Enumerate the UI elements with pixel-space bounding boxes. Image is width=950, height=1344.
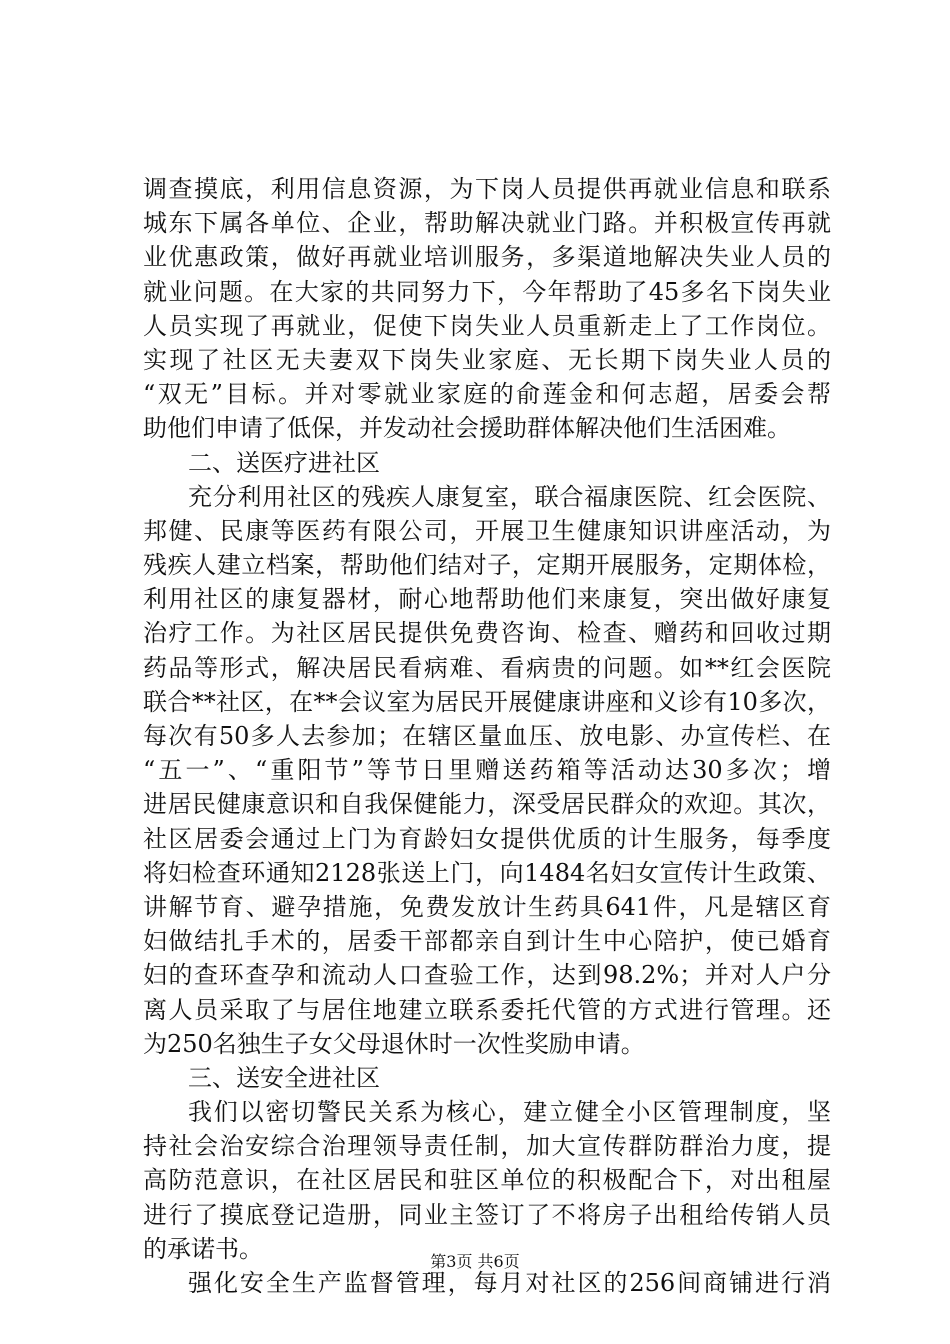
text-line: 城东下属各单位、企业，帮助解决就业门路。并积极宣传再就 [143,209,831,238]
text-line: 邦健、民康等医药有限公司，开展卫生健康知识讲座活动，为 [143,516,831,545]
text-line: 联合**社区，在**会议室为居民开展健康讲座和义诊有10多次， [143,687,831,716]
text-line: 进居民健康意识和自我保健能力，深受居民群众的欢迎。其次， [143,790,831,819]
text-line: 为250名独生子女父母退休时一次性奖励申请。 [143,1029,645,1058]
text-line: 业优惠政策，做好再就业培训服务，多渠道地解决失业人员的 [143,243,831,272]
text-line: 高防范意识，在社区居民和驻区单位的积极配合下，对出租屋 [143,1166,831,1195]
text-line: 就业问题。在大家的共同努力下，今年帮助了45多名下岗失业 [143,277,831,306]
text-line: 将妇检查环通知2128张送上门，向1484名妇女宣传计生政策、 [143,858,831,887]
text-line: “五一”、“重阳节”等节日里赠送药箱等活动达30多次；增 [143,756,831,785]
text-line: 离人员采取了与居住地建立联系委托代管的方式进行管理。还 [143,995,831,1024]
text-line: “双无”目标。并对零就业家庭的俞莲金和何志超，居委会帮 [143,380,831,409]
text-line: 充分利用社区的残疾人康复室，联合福康医院、红会医院、 [188,482,831,511]
text-line: 助他们申请了低保，并发动社会援助群体解决他们生活困难。 [143,414,791,443]
text-line: 持社会治安综合治理领导责任制，加大宣传群防群治力度，提 [143,1132,831,1161]
text-line: 调查摸底，利用信息资源，为下岗人员提供再就业信息和联系 [143,175,831,203]
document-body [143,172,831,1300]
text-line: 二、送医疗进社区 [188,448,380,477]
text-line: 残疾人建立档案，帮助他们结对子，定期开展服务，定期体检， [143,551,831,580]
text-line: 妇做结扎手术的，居委干部都亲自到计生中心陪护，使已婚育 [143,927,831,956]
text-line: 人员实现了再就业，促使下岗失业人员重新走上了工作岗位。 [143,311,831,340]
text-line: 利用社区的康复器材，耐心地帮助他们来康复，突出做好康复 [143,585,831,614]
page-footer: 第3页 共6页 [430,1252,520,1271]
text-line: 三、送安全进社区 [188,1063,380,1092]
text-line: 强化安全生产监督管理，每月对社区的256间商铺进行消 [188,1269,831,1297]
text-line: 我们以密切警民关系为核心，建立健全小区管理制度，坚 [188,1098,831,1127]
text-line: 的承诺书。 [143,1234,263,1263]
text-line: 社区居委会通过上门为育龄妇女提供优质的计生服务，每季度 [143,824,831,853]
text-line: 讲解节育、避孕措施，免费发放计生药具641件，凡是辖区育 [143,892,831,921]
text-line: 药品等形式，解决居民看病难、看病贵的问题。如**红会医院 [143,653,831,682]
text-line: 每次有50多人去参加；在辖区量血压、放电影、办宣传栏、在 [143,722,831,750]
text-line: 妇的查环查孕和流动人口查验工作，达到98.2%；并对人户分 [143,961,831,990]
text-line: 进行了摸底登记造册，同业主签订了不将房子出租给传销人员 [143,1200,831,1229]
text-line: 治疗工作。为社区居民提供免费咨询、检查、赠药和回收过期 [143,619,831,648]
text-line: 实现了社区无夫妻双下岗失业家庭、无长期下岗失业人员的 [143,345,831,374]
